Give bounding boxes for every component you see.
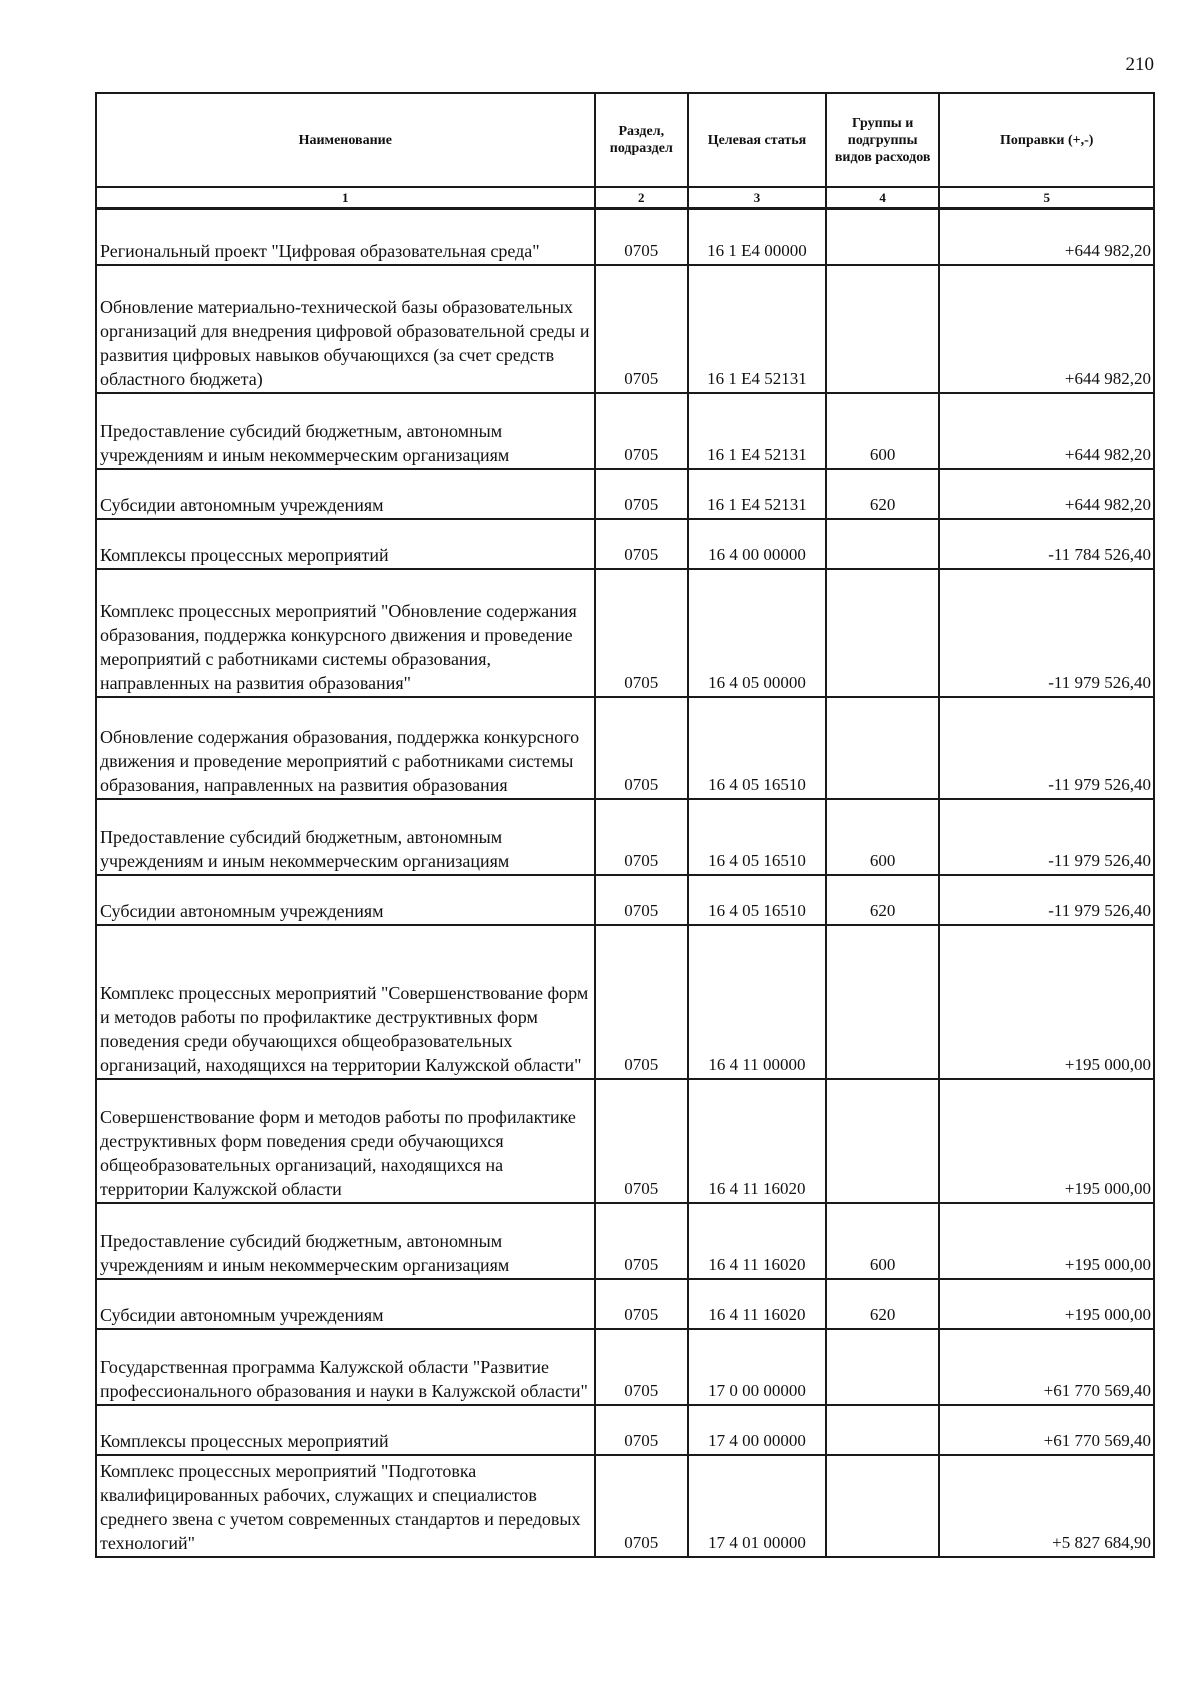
row-section: 0705 xyxy=(595,1279,689,1329)
row-group xyxy=(826,1405,940,1455)
table-row xyxy=(96,1405,1154,1455)
row-amount: +195 000,00 xyxy=(939,1079,1154,1203)
row-article: 16 4 11 16020 xyxy=(688,1203,826,1279)
row-group: 600 xyxy=(826,799,940,875)
row-group xyxy=(826,519,940,569)
row-name: Комплексы процессных мероприятий xyxy=(96,1405,595,1455)
table-row xyxy=(96,519,1154,569)
row-amount: +195 000,00 xyxy=(939,1279,1154,1329)
row-amount: +644 982,20 xyxy=(939,393,1154,469)
row-group xyxy=(826,1079,940,1203)
row-amount: +644 982,20 xyxy=(939,469,1154,519)
table-row xyxy=(96,469,1154,519)
row-group xyxy=(826,209,940,265)
row-name: Комплекс процессных мероприятий "Совершенствование форм и методов работы по профилактике деструктивных форм поведения среди обучающихся общеобразовательных организаций, находящихся на территории Калужской области" xyxy=(96,925,595,1079)
table-row xyxy=(96,569,1154,697)
row-amount: +644 982,20 xyxy=(939,209,1154,265)
row-section: 0705 xyxy=(595,519,689,569)
row-group: 600 xyxy=(826,393,940,469)
row-group: 620 xyxy=(826,469,940,519)
row-article: 16 1 E4 52131 xyxy=(688,469,826,519)
row-amount: +61 770 569,40 xyxy=(939,1405,1154,1455)
header-row xyxy=(96,93,1154,187)
row-article: 16 1 E4 00000 xyxy=(688,209,826,265)
table-row xyxy=(96,799,1154,875)
row-amount: +195 000,00 xyxy=(939,1203,1154,1279)
table-row xyxy=(96,1203,1154,1279)
table-row xyxy=(96,393,1154,469)
row-article: 16 4 11 16020 xyxy=(688,1279,826,1329)
header-group: Группы и подгруппы видов расходов xyxy=(826,93,940,187)
row-name: Субсидии автономным учреждениям xyxy=(96,1279,595,1329)
row-name: Субсидии автономным учреждениям xyxy=(96,875,595,925)
row-amount: -11 979 526,40 xyxy=(939,875,1154,925)
row-name: Предоставление субсидий бюджетным, автономным учреждениям и иным некоммерческим организациям xyxy=(96,1203,595,1279)
row-article: 16 4 11 00000 xyxy=(688,925,826,1079)
row-name: Государственная программа Калужской области "Развитие профессионального образования и науки в Калужской области" xyxy=(96,1329,595,1405)
row-section: 0705 xyxy=(595,1079,689,1203)
row-section: 0705 xyxy=(595,697,689,799)
row-section: 0705 xyxy=(595,393,689,469)
row-amount: +195 000,00 xyxy=(939,925,1154,1079)
budget-amendments-table xyxy=(95,92,1155,1558)
row-section: 0705 xyxy=(595,1203,689,1279)
row-name: Комплекс процессных мероприятий "Подготовка квалифицированных рабочих, служащих и специалистов среднего звена с учетом современных стандартов и передовых технологий" xyxy=(96,1455,595,1557)
table-row xyxy=(96,1079,1154,1203)
row-group xyxy=(826,925,940,1079)
row-section: 0705 xyxy=(595,1455,689,1557)
row-section: 0705 xyxy=(595,265,689,393)
row-section: 0705 xyxy=(595,1405,689,1455)
header-amendment: Поправки (+,-) xyxy=(939,93,1154,187)
row-section: 0705 xyxy=(595,799,689,875)
row-article: 16 4 11 16020 xyxy=(688,1079,826,1203)
row-name: Предоставление субсидий бюджетным, автономным учреждениям и иным некоммерческим организациям xyxy=(96,393,595,469)
row-section: 0705 xyxy=(595,875,689,925)
row-article: 16 4 05 16510 xyxy=(688,875,826,925)
table-row xyxy=(96,925,1154,1079)
row-article: 16 4 05 16510 xyxy=(688,799,826,875)
row-group xyxy=(826,697,940,799)
row-section: 0705 xyxy=(595,469,689,519)
column-number: 3 xyxy=(688,187,826,209)
row-group: 600 xyxy=(826,1203,940,1279)
header-section: Раздел, подраздел xyxy=(595,93,689,187)
row-amount: -11 979 526,40 xyxy=(939,799,1154,875)
row-article: 16 4 00 00000 xyxy=(688,519,826,569)
row-name: Обновление содержания образования, поддержка конкурсного движения и проведение мероприятий с работниками системы образования, направленных на развития образования xyxy=(96,697,595,799)
row-section: 0705 xyxy=(595,569,689,697)
row-group xyxy=(826,1455,940,1557)
row-group: 620 xyxy=(826,1279,940,1329)
table-row xyxy=(96,875,1154,925)
row-amount: -11 979 526,40 xyxy=(939,569,1154,697)
row-section: 0705 xyxy=(595,1329,689,1405)
row-article: 16 1 E4 52131 xyxy=(688,265,826,393)
row-article: 16 1 E4 52131 xyxy=(688,393,826,469)
table-row xyxy=(96,265,1154,393)
row-amount: -11 784 526,40 xyxy=(939,519,1154,569)
row-article: 16 4 05 16510 xyxy=(688,697,826,799)
row-amount: +61 770 569,40 xyxy=(939,1329,1154,1405)
row-name: Субсидии автономным учреждениям xyxy=(96,469,595,519)
table-row xyxy=(96,697,1154,799)
column-number: 4 xyxy=(826,187,940,209)
row-name: Региональный проект "Цифровая образовательная среда" xyxy=(96,209,595,265)
header-name: Наименование xyxy=(96,93,595,187)
row-name: Предоставление субсидий бюджетным, автономным учреждениям и иным некоммерческим организациям xyxy=(96,799,595,875)
row-amount: +644 982,20 xyxy=(939,265,1154,393)
row-group xyxy=(826,569,940,697)
table-row xyxy=(96,209,1154,265)
row-section: 0705 xyxy=(595,925,689,1079)
header-article: Целевая статья xyxy=(688,93,826,187)
table-row xyxy=(96,1279,1154,1329)
row-article: 16 4 05 00000 xyxy=(688,569,826,697)
column-number: 5 xyxy=(939,187,1154,209)
row-article: 17 0 00 00000 xyxy=(688,1329,826,1405)
column-number-row xyxy=(96,187,1154,209)
row-name: Комплексы процессных мероприятий xyxy=(96,519,595,569)
row-section: 0705 xyxy=(595,209,689,265)
row-amount: -11 979 526,40 xyxy=(939,697,1154,799)
row-article: 17 4 00 00000 xyxy=(688,1405,826,1455)
row-name: Комплекс процессных мероприятий "Обновление содержания образования, поддержка конкурсного движения и проведение мероприятий с работниками системы образования, направленных на развития образования" xyxy=(96,569,595,697)
row-group xyxy=(826,1329,940,1405)
column-number: 2 xyxy=(595,187,689,209)
page-number: 210 xyxy=(1125,54,1154,75)
row-amount: +5 827 684,90 xyxy=(939,1455,1154,1557)
table-row xyxy=(96,1455,1154,1557)
column-number: 1 xyxy=(96,187,595,209)
row-group xyxy=(826,265,940,393)
row-name: Совершенствование форм и методов работы по профилактике деструктивных форм поведения среди обучающихся общеобразовательных организаций, находящихся на территории Калужской области xyxy=(96,1079,595,1203)
row-group: 620 xyxy=(826,875,940,925)
row-name: Обновление материально-технической базы образовательных организаций для внедрения цифровой образовательной среды и развития цифровых навыков обучающихся (за счет средств областного бюджета) xyxy=(96,265,595,393)
row-article: 17 4 01 00000 xyxy=(688,1455,826,1557)
table-row xyxy=(96,1329,1154,1405)
